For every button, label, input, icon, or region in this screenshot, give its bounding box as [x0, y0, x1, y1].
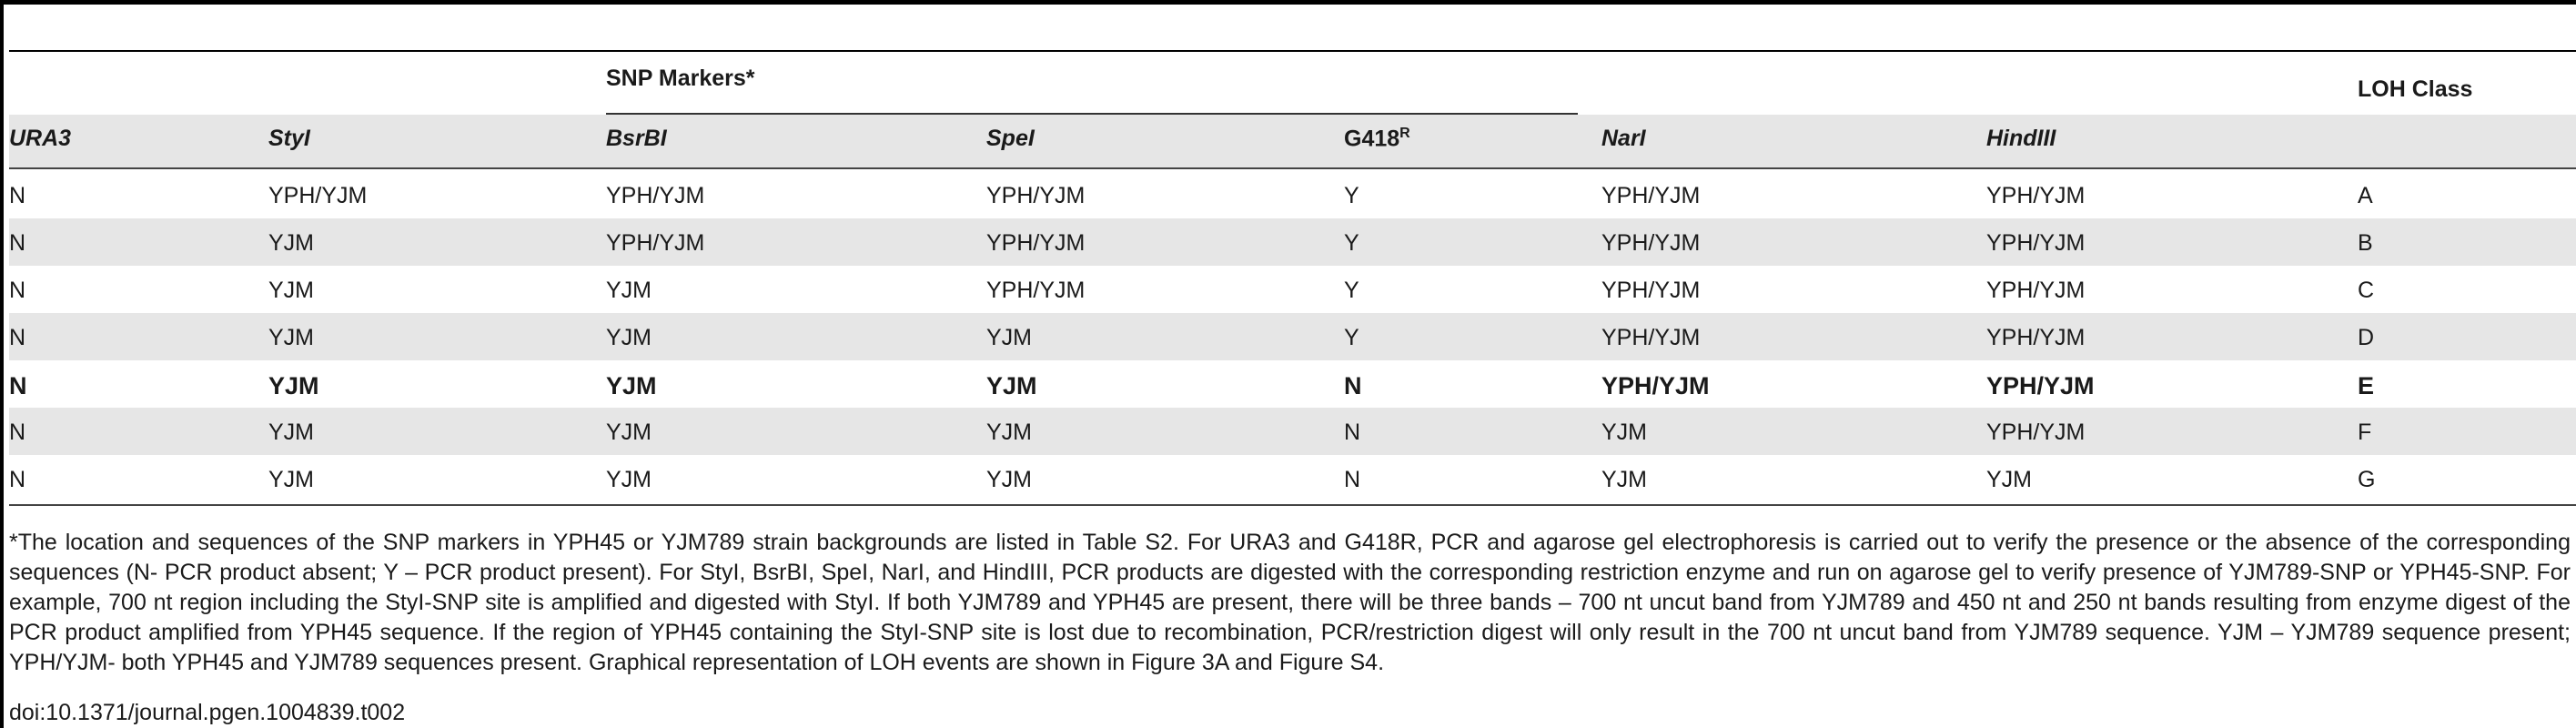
cell-loh-class: B [2358, 230, 2373, 256]
cell-styi: YJM [268, 420, 314, 445]
cell-nari: YPH/YJM [1601, 278, 1701, 303]
cell-nari: YPH/YJM [1601, 183, 1701, 208]
cell-styi: YJM [268, 325, 314, 350]
col-header-hindiii: HindIII [1986, 126, 2056, 151]
cell-nari: YPH/YJM [1601, 230, 1701, 256]
cell-spei: YPH/YJM [986, 278, 1086, 303]
cell-nari: YPH/YJM [1601, 325, 1701, 350]
cell-g418: N [1344, 467, 1361, 492]
cell-spei: YJM [986, 372, 1037, 399]
cell-styi: YPH/YJM [268, 183, 368, 208]
loh-class-header: LOH Class [2358, 76, 2473, 102]
column-header-rule [9, 167, 2576, 169]
cell-loh-class: C [2358, 278, 2375, 303]
cell-g418: Y [1344, 230, 1359, 256]
cell-spei: YJM [986, 467, 1032, 492]
doi-link[interactable]: doi:10.1371/journal.pgen.1004839.t002 [9, 700, 406, 725]
cell-styi: YJM [268, 467, 314, 492]
cell-spei: YPH/YJM [986, 183, 1086, 208]
cell-ura3: N [9, 325, 26, 350]
column-header-row [9, 115, 2576, 167]
top-rule [0, 0, 2576, 5]
cell-loh-class: E [2358, 372, 2375, 399]
cell-ura3: N [9, 372, 27, 399]
col-header-ura3: URA3 [9, 126, 72, 151]
cell-spei: YJM [986, 420, 1032, 445]
cell-bsrbi: YPH/YJM [606, 183, 705, 208]
col-header-g418-label: G418 [1344, 126, 1400, 152]
cell-ura3: N [9, 183, 26, 208]
cell-ura3: N [9, 230, 26, 256]
table-row [9, 408, 2576, 455]
cell-bsrbi: YJM [606, 420, 652, 445]
cell-spei: YJM [986, 325, 1032, 350]
cell-bsrbi: YPH/YJM [606, 230, 705, 256]
cell-styi: YJM [268, 278, 314, 303]
cell-hindiii: YPH/YJM [1986, 278, 2086, 303]
cell-spei: YPH/YJM [986, 230, 1086, 256]
cell-hindiii: YPH/YJM [1986, 420, 2086, 445]
table-row [9, 455, 2576, 502]
table-footnote [9, 528, 2571, 678]
cell-hindiii: YPH/YJM [1986, 183, 2086, 208]
cell-bsrbi: YJM [606, 372, 657, 399]
cell-g418: N [1344, 420, 1361, 445]
col-header-bsrbi: BsrBI [606, 126, 667, 151]
cell-ura3: N [9, 278, 26, 303]
table-body [9, 171, 2576, 502]
cell-loh-class: G [2358, 467, 2376, 492]
cell-g418: N [1344, 372, 1362, 399]
cell-hindiii: YPH/YJM [1986, 372, 2095, 399]
cell-hindiii: YPH/YJM [1986, 325, 2086, 350]
cell-bsrbi: YJM [606, 325, 652, 350]
cell-nari: YPH/YJM [1601, 372, 1710, 399]
snp-markers-group-header: SNP Markers* [606, 66, 755, 91]
cell-g418: Y [1344, 183, 1359, 208]
cell-ura3: N [9, 420, 26, 445]
cell-hindiii: YPH/YJM [1986, 230, 2086, 256]
table-row [9, 218, 2576, 266]
table-bottom-rule [9, 504, 2576, 506]
cell-styi: YJM [268, 230, 314, 256]
cell-hindiii: YJM [1986, 467, 2032, 492]
cell-g418: Y [1344, 325, 1359, 350]
table-row [9, 171, 2576, 218]
cell-nari: YJM [1601, 467, 1647, 492]
cell-nari: YJM [1601, 420, 1647, 445]
table-row [9, 313, 2576, 360]
cell-loh-class: F [2358, 420, 2372, 445]
col-header-g418-superscript: R [1399, 126, 1410, 141]
cell-loh-class: D [2358, 325, 2375, 350]
cell-bsrbi: YJM [606, 467, 652, 492]
cell-styi: YJM [268, 372, 319, 399]
left-frame-border [0, 0, 4, 728]
col-header-styi: StyI [268, 126, 310, 151]
cell-ura3: N [9, 467, 26, 492]
table-row-highlighted [9, 360, 2576, 408]
cell-loh-class: A [2358, 183, 2373, 208]
table-top-rule [9, 50, 2576, 52]
col-header-nari: NarI [1601, 126, 1646, 151]
table-row [9, 266, 2576, 313]
footnote-text: *The location and sequences of the SNP markers in YPH45 or YJM789 strain backgrounds are listed in Table S2. For URA3 and G418R, PCR and agarose gel electrophoresis is carried out to verify the presence or the absence of the corresponding sequences (N- PCR product absent; Y – PCR product present). For StyI, BsrBI, SpeI, NarI, and HindIII, PCR products are digested with the corresponding restriction enzyme and run on agarose gel to verify presence of YJM789-SNP or YPH45-SNP. For example, 700 nt region including the StyI-SNP site is amplified and digested with StyI. If both YJM789 and YPH45 are present, there will be three bands – 700 nt uncut band from YJM789 and 450 nt and 250 nt bands resulting from enzyme digest of the PCR product amplified from YPH45 sequence. If the region of YPH45 containing the StyI-SNP site is lost due to recombination, PCR/restriction digest will only result in the 700 nt uncut band from YJM789 sequence. YJM – YJM789 sequence present; YPH/YJM- both YPH45 and YJM789 sequences present. Graphical representation of LOH events are shown in Figure 3A and Figure S4. [9, 530, 2571, 675]
cell-bsrbi: YJM [606, 278, 652, 303]
col-header-spei: SpeI [986, 126, 1035, 151]
col-header-g418 [1344, 126, 1410, 152]
cell-g418: Y [1344, 278, 1359, 303]
